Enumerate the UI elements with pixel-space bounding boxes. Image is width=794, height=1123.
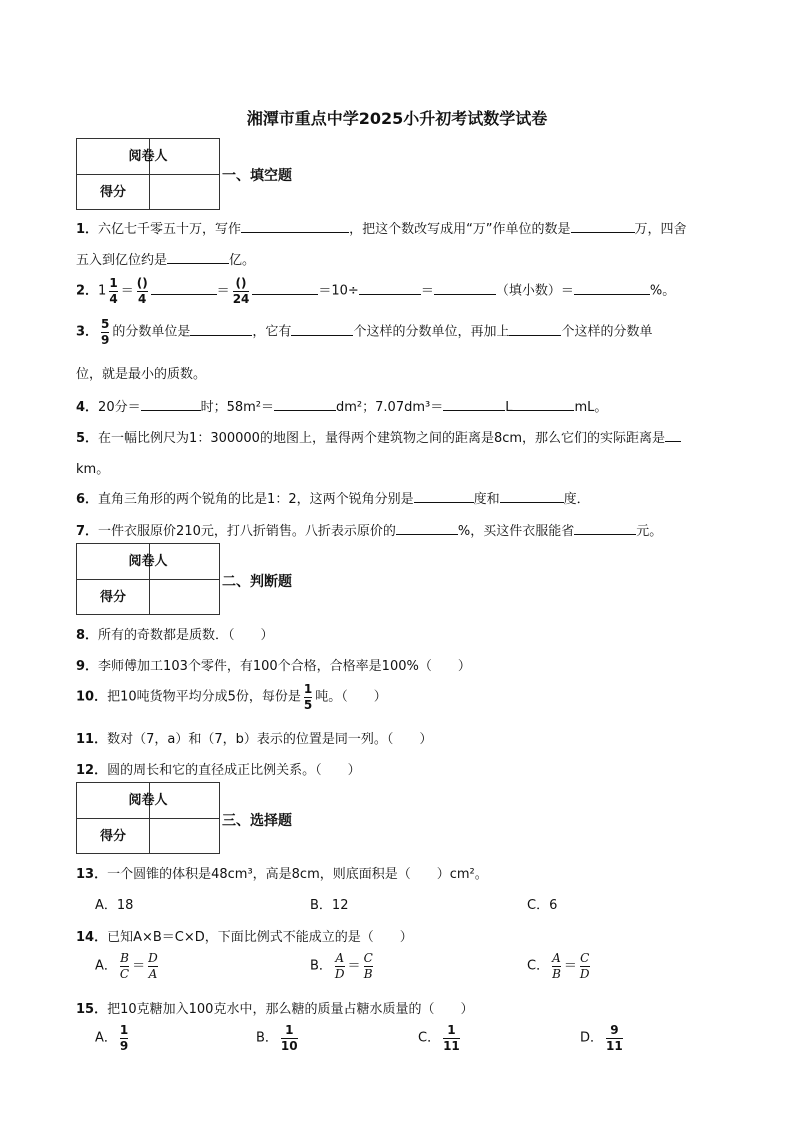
answer-blank[interactable] [151,282,217,295]
answer-blank[interactable] [396,522,458,535]
question-13: 13．一个圆锥的体积是48cm³，高是8cm，则底面积是（ ）cm²。 [76,867,488,882]
question-6: 6．直角三角形的两个锐角的比是1：2，这两个锐角分别是 度和 度． [76,492,590,507]
question-9: 9．李师傅加工103个零件，有100个合格，合格率是100%（ ） [76,659,471,674]
question-10: 10．把10吨货物平均分成5份，每份是 $\frac{1}{5}$ 吨。（ ） [76,682,387,712]
answer-blank[interactable] [291,323,353,336]
section-heading-true-false: 二、判断题 [222,574,292,590]
exam-title: 湘潭市重点中学2025小升初考试数学试卷 [246,109,548,128]
question-11: 11．数对（7，a）和（7，b）表示的位置是同一列。（ ） [76,732,433,747]
question-3: 3． $\frac{5}{9}$ 的分数单位是 ，它有 个这样的分数单位，再加上 个这样的分数单 [76,317,653,347]
option-a[interactable]: A．18 [95,898,134,913]
option-a[interactable]: A． $\frac{B}{C}$ ＝ $\frac{D}{A}$ [95,951,158,981]
reviewer-label: 阅卷人 [128,149,168,164]
question-15: 15．把10克糖加入100克水中，那么糖的质量占糖水质量的（ ） [76,1002,474,1017]
fraction: $\frac{D}{A}$ [148,951,158,981]
answer-blank[interactable] [141,398,201,411]
option-c[interactable]: C．6 [527,898,558,913]
score-label: 得分 [99,185,126,200]
option-b[interactable]: B．12 [310,898,349,913]
answer-blank[interactable] [509,323,561,336]
answer-blank[interactable] [190,323,252,336]
answer-blank[interactable] [359,282,421,295]
score-label: 得分 [99,590,126,605]
answer-blank[interactable] [571,220,635,233]
fraction: $\frac{9}{11}$ [606,1023,623,1053]
option-c[interactable]: C． $\frac{A}{B}$ ＝ $\frac{C}{D}$ [527,951,590,981]
question-2: 2．1 $\frac{1}{4}$ ＝ $\frac{()}{4}$ ＝ $\frac{()}{24}$ ＝10÷ ＝ （填小数）＝ %。 [76,276,676,306]
answer-blank[interactable] [512,398,574,411]
fraction: $\frac{1}{10}$ [280,1023,298,1053]
answer-blank[interactable] [574,282,650,295]
fraction: $\frac{A}{D}$ [334,951,345,981]
answer-blank[interactable] [665,429,681,442]
grade-box-2 [76,543,220,615]
answer-blank[interactable] [500,490,564,503]
section-heading-fill-blank: 一、填空题 [222,168,292,184]
answer-blank[interactable] [252,282,318,295]
question-1-cont: 五入到亿位约是 亿。 [76,253,256,268]
grade-box-1 [76,138,220,210]
fraction: $\frac{C}{D}$ [579,951,590,981]
fraction: $\frac{1}{5}$ [303,682,313,712]
question-5-cont: km。 [76,462,110,477]
fraction: $\frac{A}{B}$ [552,951,561,981]
question-12: 12．圆的周长和它的直径成正比例关系。（ ） [76,763,361,778]
fraction: $\frac{()}{24}$ [232,276,250,306]
answer-blank[interactable] [443,398,505,411]
option-b[interactable]: B． $\frac{1}{10}$ [256,1023,298,1053]
answer-blank[interactable] [167,251,229,264]
option-c[interactable]: C． $\frac{1}{11}$ [418,1023,460,1053]
question-4: 4．20分＝ 时；58m²＝ dm²；7.07dm³＝ L mL。 [76,400,608,415]
answer-blank[interactable] [434,282,496,295]
section-heading-multiple-choice: 三、选择题 [222,813,292,829]
fraction: $\frac{C}{B}$ [363,951,373,981]
question-8: 8．所有的奇数都是质数．（ ） [76,628,274,643]
question-5: 5．在一幅比例尺为1：300000的地图上，量得两个建筑物之间的距离是8cm，那么它们的实际距离是 [76,427,681,446]
fraction: $\frac{()}{4}$ [136,276,148,306]
grade-box-3 [76,782,220,854]
question-1: 1．六亿七千零五十万，写作 ，把这个数改写成用“万”作单位的数是 万，四舍 [76,222,687,237]
fraction: $\frac{5}{9}$ [101,317,110,347]
fraction: $\frac{1}{11}$ [443,1023,460,1053]
fraction: $\frac{1}{4}$ [109,276,118,306]
fraction: $\frac{B}{C}$ [119,951,130,981]
answer-blank[interactable] [241,220,349,233]
question-3-cont: 位，就是最小的质数。 [76,367,207,382]
answer-blank[interactable] [274,398,336,411]
score-label: 得分 [99,829,126,844]
fraction: $\frac{1}{9}$ [119,1023,129,1053]
question-7: 7．一件衣服原价210元，打八折销售。八折表示原价的 %，买这件衣服能省 元。 [76,524,663,539]
answer-blank[interactable] [574,522,636,535]
reviewer-label: 阅卷人 [128,554,168,569]
option-b[interactable]: B． $\frac{A}{D}$ ＝ $\frac{C}{B}$ [310,951,373,981]
option-d[interactable]: D． $\frac{9}{11}$ [580,1023,623,1053]
question-14: 14．已知A×B＝C×D，下面比例式不能成立的是（ ） [76,930,413,945]
reviewer-label: 阅卷人 [128,793,168,808]
option-a[interactable]: A． $\frac{1}{9}$ [95,1023,129,1053]
answer-blank[interactable] [414,490,474,503]
